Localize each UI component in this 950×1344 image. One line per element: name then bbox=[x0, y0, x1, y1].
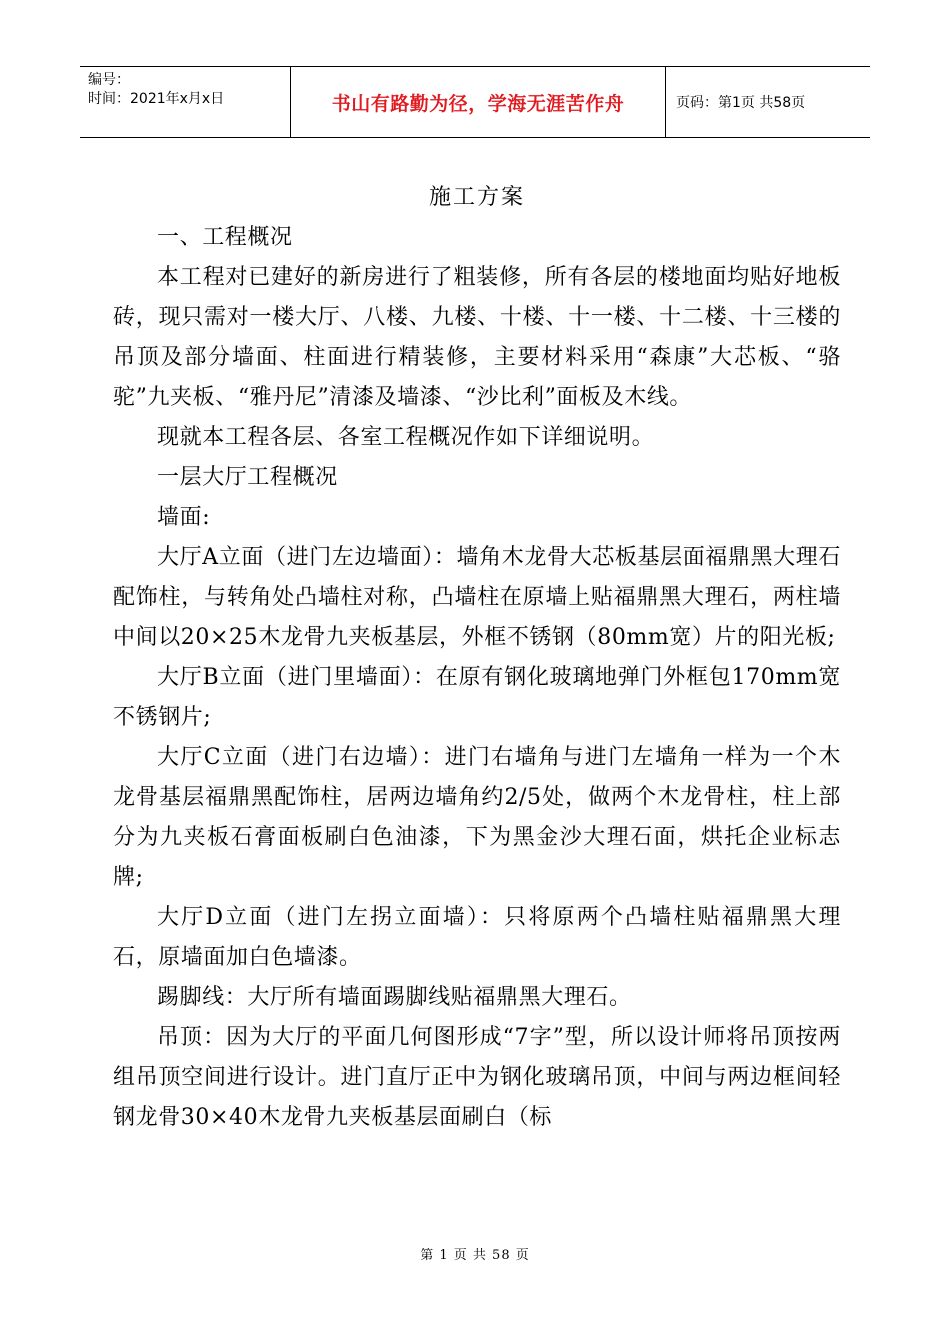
paragraph: 吊顶：因为大厅的平面几何图形成“7字”型，所以设计师将吊顶按两组吊顶空间进行设计。进门直厅正中为钢化玻璃吊顶，中间与两边框间轻钢龙骨30×40木龙骨九夹板基层面刷白（标 bbox=[113, 1025, 841, 1130]
paragraph: 踢脚线：大厅所有墙面踢脚线贴福鼎黑大理石。 bbox=[157, 985, 632, 1010]
paragraph: 大厅C立面（进门右边墙）：进门右墙角与进门左墙角一样为一个木龙骨基层福鼎黑配饰柱，居两边墙角约2/5处，做两个木龙骨柱，柱上部分为九夹板石膏面板刷白色油漆，下为黑金沙大理石面，烘托企业标志牌; bbox=[113, 745, 841, 890]
paragraph: 大厅A立面（进门左边墙面）：墙角木龙骨大芯板基层面福鼎黑大理石配饰柱，与转角处凸墙柱对称，凸墙柱在原墙上贴福鼎黑大理石，两柱墙中间以20×25木龙骨九夹板基层，外框不锈钢（80mm宽）片的阳光板; bbox=[113, 545, 841, 650]
paragraph: 墙面: bbox=[157, 505, 211, 530]
paragraph: 大厅B立面（进门里墙面）：在原有钢化玻璃地弹门外框包170mm宽不锈钢片; bbox=[113, 665, 841, 730]
document-date: 时间：2021年x月x日 bbox=[88, 91, 225, 107]
document-title: 施工方案 bbox=[428, 185, 525, 210]
paragraph: 本工程对已建好的新房进行了粗装修，所有各层的楼地面均贴好地板砖，现只需对一楼大厅、八楼、九楼、十楼、十一楼、十二楼、十三楼的吊顶及部分墙面、柱面进行精装修，主要材料采用“森康”大芯板、“骆驼”九夹板、“雅丹尼”清漆及墙漆、“沙比利”面板及木线。 bbox=[113, 265, 841, 410]
section-heading: 一、工程概况 bbox=[157, 225, 293, 250]
subsection-heading: 一层大厅工程概况 bbox=[157, 465, 338, 490]
header-meta bbox=[80, 67, 291, 137]
header-page-info: 页码：第1页 共58页 bbox=[676, 95, 806, 111]
paragraph: 现就本工程各层、各室工程概况作如下详细说明。 bbox=[157, 425, 655, 450]
header-page-info-cell bbox=[666, 67, 870, 137]
header-motto-cell bbox=[291, 67, 666, 137]
document-number-label: 编号： bbox=[88, 72, 130, 88]
header-motto: 书山有路勤为径，学海无涯苦作舟 bbox=[331, 92, 625, 115]
page-footer: 第 1 页 共 58 页 bbox=[420, 1248, 530, 1263]
page-header bbox=[80, 66, 870, 138]
paragraph: 大厅D立面（进门左拐立面墙）：只将原两个凸墙柱贴福鼎黑大理石，原墙面加白色墙漆。 bbox=[113, 905, 841, 970]
document-body bbox=[113, 178, 841, 1138]
